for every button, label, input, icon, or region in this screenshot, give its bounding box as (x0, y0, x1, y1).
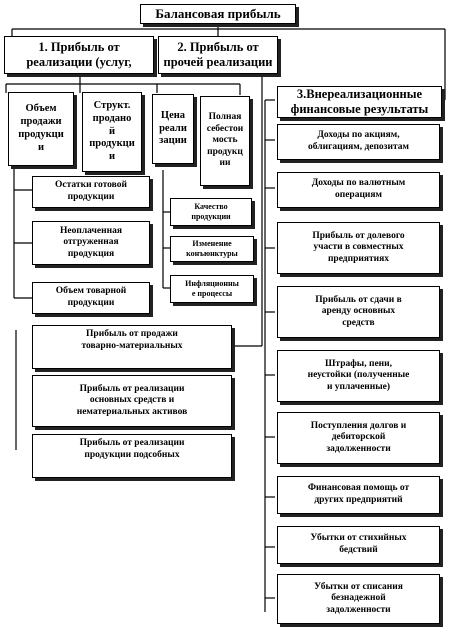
factor-sales-volume: Объем продажи продукци и (8, 92, 74, 166)
other-sale-fixed-assets: Прибыль от реализации основных средств и нематериальных активов (32, 375, 232, 427)
branch1-sales-profit: 1. Прибыль от реализации (услуг, (4, 36, 154, 74)
nonop-currency-operations: Доходы по валютным операциям (277, 172, 440, 208)
factor-sales-structure: Структ. продано й продукци и (82, 92, 142, 172)
subfactor-finished-goods-stock: Остатки готовой продукции (32, 176, 150, 208)
nonop-debt-receipts: Поступления долгов и дебиторской задолженности (277, 412, 440, 464)
branch3-nonoperating-results: 3.Внереализационные финансовые результаты (277, 86, 442, 118)
subfactor-commodity-output: Объем товарной продукции (32, 282, 150, 314)
branch2-other-sales-profit: 2. Прибыль от прочей реализации (158, 36, 278, 74)
nonop-bad-debt-writeoff-losses: Убытки от списания безнадежной задолженности (277, 574, 440, 624)
price-factor-inflation: Инфляционны е процессы (170, 275, 254, 303)
nonop-financial-aid: Финансовая помощь от других предприятий (277, 476, 440, 514)
factor-full-cost: Полная себестои мость продукц ии (200, 96, 250, 186)
price-factor-market-change: Изменение конъюнктуры (170, 236, 254, 262)
nonop-dividends-bonds-deposits: Доходы по акциям, облигациям, депозитам (277, 124, 440, 160)
other-sale-auxiliary-production: Прибыль от реализации продукции подсобных (32, 434, 232, 478)
root-balance-profit: Балансовая прибыль (140, 4, 296, 24)
price-factor-quality: Качество продукции (170, 198, 252, 226)
other-sale-inventory: Прибыль от продажи товарно-материальных (32, 325, 232, 369)
factor-sale-price: Цена реали зации (152, 94, 194, 164)
nonop-fixed-asset-rent: Прибыль от сдачи в аренду основных средств (277, 286, 440, 338)
nonop-natural-disaster-losses: Убытки от стихийных бедствий (277, 526, 440, 564)
nonop-fines-penalties: Штрафы, пени, неустойки (полученные и уплаченные) (277, 350, 440, 402)
nonop-joint-venture-share: Прибыль от долевого участи в совместных предприятиях (277, 222, 440, 274)
subfactor-unpaid-shipped-goods: Неоплаченная отгруженная продукция (32, 221, 150, 265)
